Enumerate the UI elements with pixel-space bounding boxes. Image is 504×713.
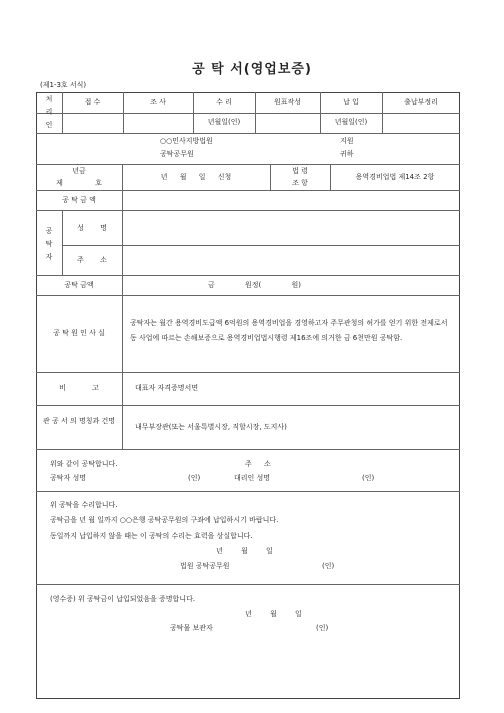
court-branch: 지원	[340, 137, 354, 145]
court-name: ○○민사지방법원	[160, 137, 213, 145]
receipt-col-accept: 수 리	[216, 98, 232, 106]
court-honorific: 귀하	[340, 150, 354, 158]
cause-label: 공 탁 원 인 사 실	[53, 329, 105, 337]
acceptance-date: 년 월 일	[216, 547, 273, 555]
request-date: 년 월 일 신청	[160, 173, 232, 181]
money-value: 금 원정( 원)	[208, 281, 301, 289]
receipt-col-ledger: 원표작성	[273, 98, 302, 106]
receipt-col-review: 조 사	[150, 98, 166, 106]
certificate-date: 년 월 일	[245, 610, 302, 618]
receipt-date-accept: 년월일(인)	[207, 118, 241, 126]
agent-name-field: 대리인 성명	[234, 474, 271, 482]
depositor-name-field: 공탁자 성명	[50, 474, 87, 482]
agent-seal: (인)	[362, 474, 375, 482]
law-label-bottom: 조 항	[292, 179, 308, 187]
declaration-text: 위와 같이 공탁합니다.	[50, 460, 118, 468]
office-value: 내무부장관(또는 서울특별시장, 직할시장, 도지사)	[135, 423, 287, 431]
deposit-amount-label: 공 탁 금 액	[62, 196, 96, 204]
depositor-seal: (인)	[188, 474, 201, 482]
receipt-col-cashbook: 출납부정리	[404, 98, 438, 106]
receipt-col-payment: 납 입	[343, 98, 359, 106]
depositor-side-3: 자	[45, 253, 53, 261]
acceptance-line-3: 동일까지 납입하지 않을 때는 이 공탁의 수리는 효력을 상실합니다.	[50, 532, 253, 540]
acceptance-line-1: 위 공탁을 수리합니다.	[50, 501, 118, 509]
remark-value: 대표자 자격증명서면	[135, 384, 199, 392]
acceptance-seal: (인)	[322, 562, 335, 570]
number-label: 제 호	[56, 179, 102, 187]
depositor-name-label: 성 명	[77, 224, 107, 232]
cause-text: 공탁자는 월간 용역경비도급액 6억원의 용역경비업을 경영하고자 주무관청의 허가를 얻기 위한 전제로서 동 사업에 따르는 손해보증으로 용역경비업법시행령 제16조에 의거한 금 6천만원 공탁함.	[130, 319, 448, 342]
depositor-side-2: 탁	[45, 240, 53, 248]
custodian-label: 공탁물 보관자	[170, 624, 213, 632]
depositor-side-1: 공	[45, 227, 53, 235]
law-value: 용역경비업법 제14조 2항	[355, 173, 435, 181]
receipt-side-label-1: 처	[45, 95, 53, 103]
court-officer: 공탁공무원	[160, 150, 194, 158]
money-label: 공탁 금액	[64, 281, 94, 289]
receipt-date-payment: 년월일(인)	[334, 118, 368, 126]
declaration-address-label: 주 소	[245, 460, 271, 468]
acceptance-line-2: 공탁금을 년 월 일까지 ○○은행 공탁공무원의 구좌에 납입하시기 바랍니다.	[50, 516, 279, 524]
office-label: 관 공 서 의 명칭과 건명	[43, 417, 115, 425]
receipt-side-label-3: 인	[45, 121, 53, 129]
acceptance-officer: 법원 공탁공무원	[180, 562, 230, 570]
certificate-text: (영수증) 위 공탁금이 납입되었음을 증명합니다.	[50, 595, 196, 603]
year-label: 년금	[72, 167, 86, 175]
document-title: 공 탁 서(영업보증)	[192, 62, 312, 77]
form-number: (제1-3호 서식)	[40, 81, 87, 89]
receipt-side-label-2: 리	[45, 108, 53, 116]
depositor-address-label: 주 소	[77, 256, 107, 264]
remark-label: 비 고	[59, 384, 99, 392]
law-label-top: 법 령	[292, 167, 308, 175]
custodian-seal: (인)	[316, 624, 329, 632]
receipt-col-intake: 접 수	[84, 98, 101, 106]
